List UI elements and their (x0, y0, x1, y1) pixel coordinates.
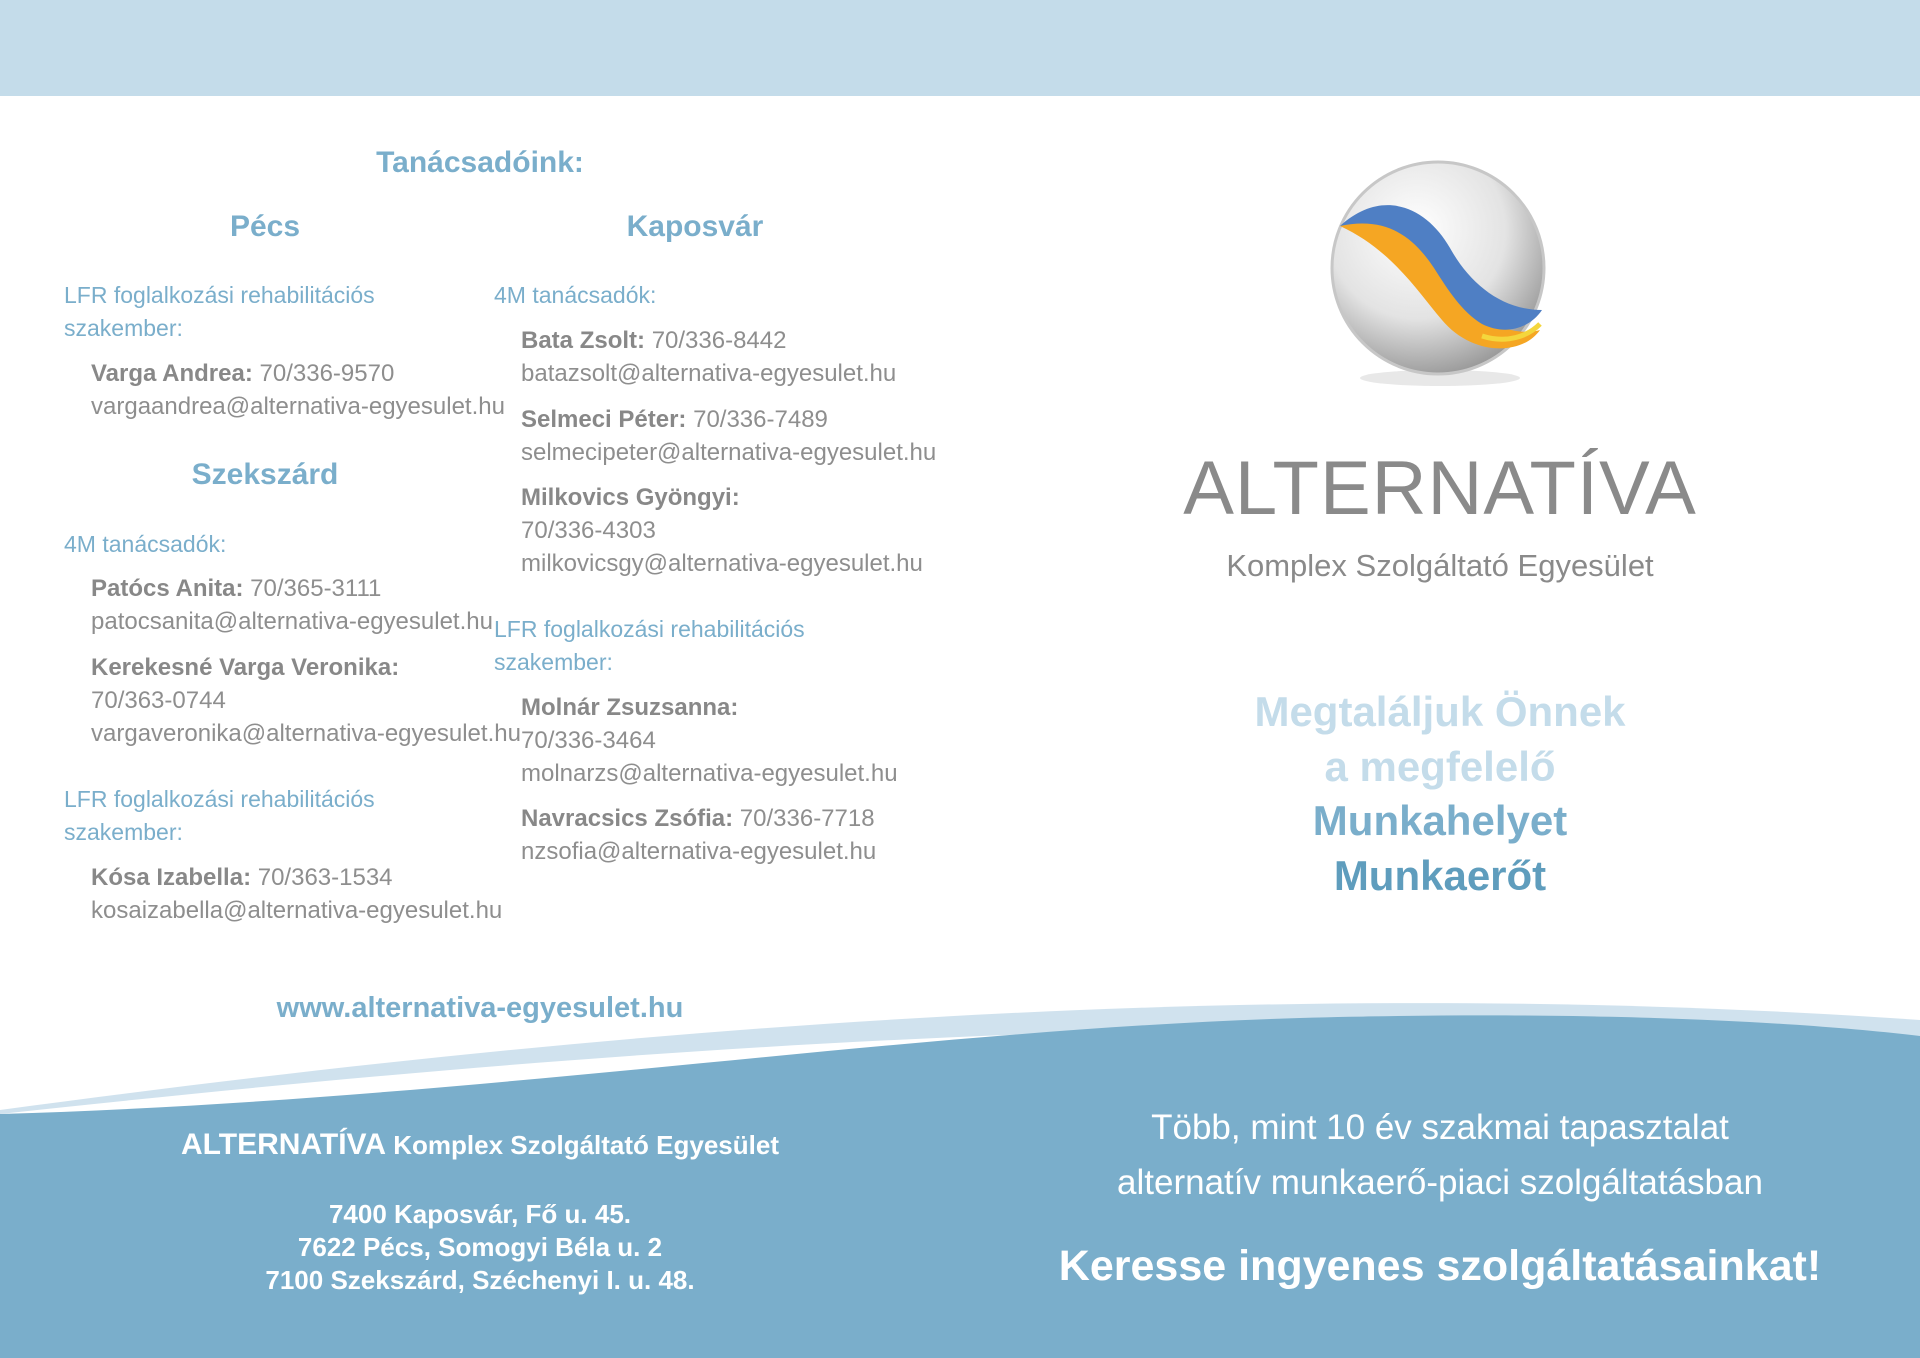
contact-email[interactable]: vargaandrea@alternativa-egyesulet.hu (91, 393, 505, 420)
contact-phone: 70/336-3464 (521, 727, 656, 754)
role-label: LFR foglalkozási rehabilitációs szakember: (64, 786, 375, 845)
brand-name: ALTERNATÍVA (1183, 446, 1697, 531)
contact-name: Navracsics Zsófia: (521, 805, 734, 832)
slogan-line: a megfelelő (1324, 743, 1556, 790)
contact-name: Varga Andrea: (91, 360, 253, 387)
page-title: Tanácsadóink: (376, 146, 584, 179)
contact-email[interactable]: selmecipeter@alternativa-egyesulet.hu (521, 439, 937, 466)
address-line: 7100 Szekszárd, Széchenyi I. u. 48. (265, 1265, 695, 1295)
contact-card (521, 324, 961, 390)
contact-card (91, 572, 531, 638)
contact-phone: 70/365-3111 (250, 575, 382, 602)
contact-email[interactable]: batazsolt@alternativa-egyesulet.hu (521, 360, 897, 387)
contact-card (521, 403, 961, 469)
contact-phone: 70/363-1534 (257, 864, 393, 891)
city-heading-kaposvar: Kaposvár (626, 210, 764, 243)
contact-card (521, 802, 961, 868)
slogan-line: Munkahelyet (1312, 797, 1568, 844)
contact-card (91, 651, 531, 750)
address-line: 7622 Pécs, Somogyi Béla u. 2 (297, 1232, 663, 1262)
contact-card (91, 357, 531, 423)
address-line: 7400 Kaposvár, Fő u. 45. (328, 1199, 632, 1229)
slogan-line: Megtaláljuk Önnek (1254, 688, 1626, 735)
contact-phone: 70/336-8442 (651, 327, 787, 354)
footer-org-title (130, 1128, 830, 1162)
contact-name: Milkovics Gyöngyi: (521, 484, 740, 511)
contact-name: Bata Zsolt: (521, 327, 646, 354)
contact-email[interactable]: vargaveronika@alternativa-egyesulet.hu (91, 720, 521, 747)
contact-phone: 70/336-9570 (259, 360, 395, 387)
contact-name: Patócs Anita: (91, 575, 244, 602)
role-label: 4M tanácsadók: (494, 282, 657, 308)
website-link[interactable]: www.alternativa-egyesulet.hu (276, 992, 684, 1024)
brand-subtitle: Komplex Szolgáltató Egyesület (1226, 548, 1654, 583)
experience-line: Több, mint 10 év szakmai tapasztalat (1151, 1108, 1729, 1147)
contact-email[interactable]: kosaizabella@alternativa-egyesulet.hu (91, 897, 503, 924)
contact-phone: 70/336-7718 (739, 805, 875, 832)
footer-org-name: ALTERNATÍVA (181, 1128, 386, 1161)
contact-card (521, 481, 961, 580)
contact-email[interactable]: patocsanita@alternativa-egyesulet.hu (91, 608, 493, 635)
footer-org-sub: Komplex Szolgáltató Egyesület (393, 1130, 779, 1160)
contact-name: Selmeci Péter: (521, 406, 687, 433)
city-heading-szekszard: Szekszárd (191, 458, 339, 491)
contact-name: Molnár Zsuzsanna: (521, 694, 739, 721)
alternativa-logo-icon (1322, 160, 1554, 392)
contact-phone: 70/336-7489 (693, 406, 828, 433)
contact-email[interactable]: milkovicsgy@alternativa-egyesulet.hu (521, 550, 923, 577)
role-label: 4M tanácsadók: (64, 531, 227, 557)
contact-name: Kósa Izabella: (91, 864, 252, 891)
experience-line: alternatív munkaerő-piaci szolgáltatásban (1117, 1163, 1763, 1202)
contact-email[interactable]: molnarzs@alternativa-egyesulet.hu (521, 760, 898, 787)
role-label: LFR foglalkozási rehabilitációs szakember: (494, 616, 805, 675)
top-band (0, 0, 1920, 96)
contact-phone: 70/363-0744 (91, 687, 226, 714)
city-heading-pecs: Pécs (229, 210, 301, 243)
contact-email[interactable]: nzsofia@alternativa-egyesulet.hu (521, 838, 877, 865)
slogan-line: Munkaerőt (1333, 852, 1547, 899)
role-label: LFR foglalkozási rehabilitációs szakember: (64, 282, 375, 341)
call-to-action: Keresse ingyenes szolgáltatásainkat! (1058, 1242, 1822, 1290)
contact-card (91, 861, 531, 927)
contact-card (521, 691, 961, 790)
contact-phone: 70/336-4303 (521, 517, 656, 544)
contact-name: Kerekesné Varga Veronika: (91, 654, 400, 681)
